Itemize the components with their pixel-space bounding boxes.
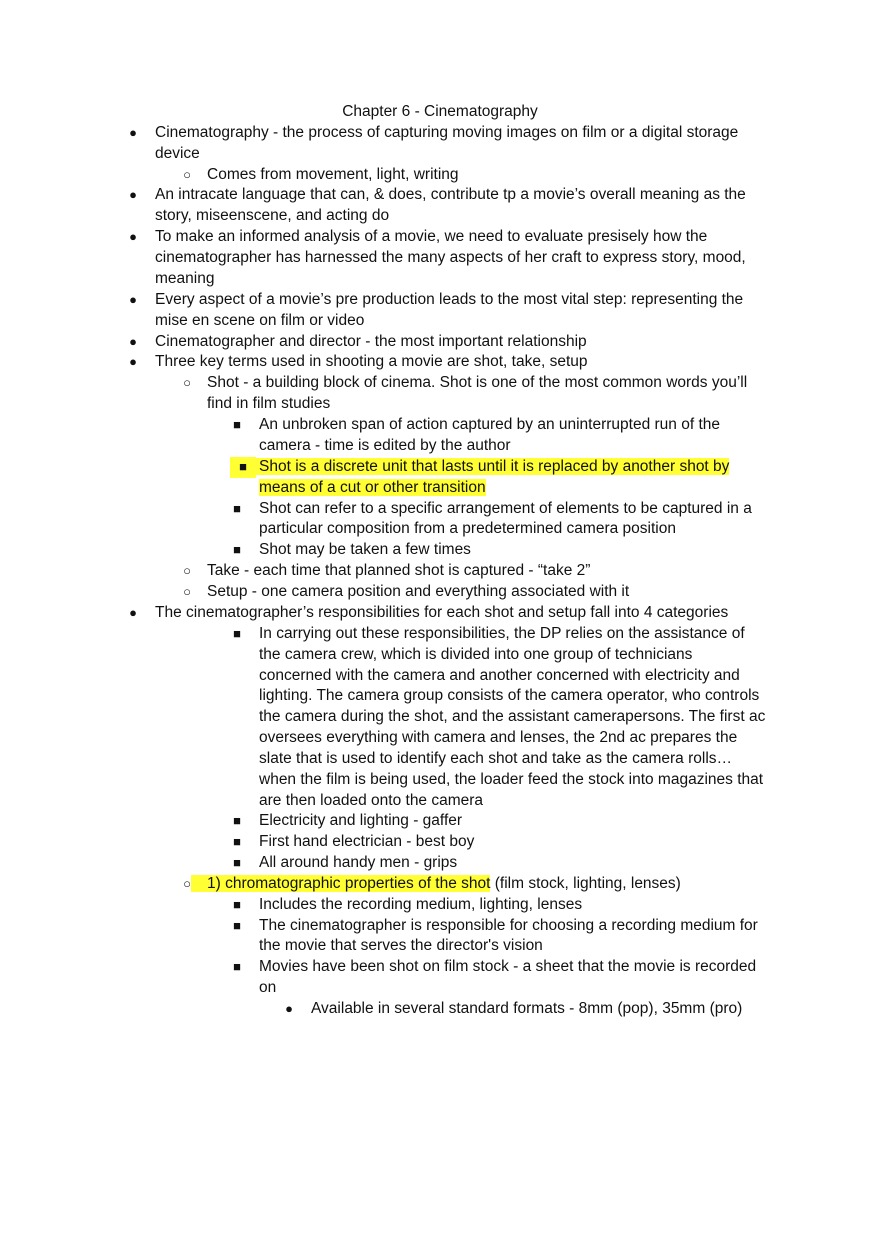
text-line: meaning: [155, 270, 215, 287]
text-line: Shot can refer to a specific arrangement of elements to be captured in a: [259, 500, 752, 517]
highlight-text: Shot is a discrete unit that lasts until it is replaced by another shot by: [256, 458, 729, 475]
bullet-square: ■: [233, 542, 241, 557]
bullet-square: ■: [233, 855, 241, 870]
text-line: All around handy men - grips: [259, 854, 458, 871]
text-line: slate that is used to identify each shot and take as the camera rolls…: [259, 750, 733, 767]
text-line: The cinematographer is responsible for choosing a recording medium for: [259, 917, 758, 934]
text-line: An unbroken span of action captured by an uninterrupted run of the: [259, 416, 721, 433]
text-line: Every aspect of a movie’s pre production leads to the most vital step: representing the: [155, 291, 744, 308]
bullet-filled: ●: [129, 354, 137, 369]
bullet-square: ■: [233, 897, 241, 912]
text-line: To make an informed analysis of a movie, we need to evaluate presisely how the: [155, 228, 708, 245]
text-line: Shot - a building block of cinema. Shot is one of the most common words you’ll: [207, 374, 748, 391]
text-line: the camera during the shot, and the assistant camerapersons. The first ac: [259, 708, 766, 725]
highlighted-line: [191, 874, 681, 895]
bullet-filled: ●: [129, 605, 137, 620]
text-line: oversees everything with camera and lenses, the 2nd ac prepares the: [259, 729, 738, 746]
bullet-hollow: ○: [183, 375, 191, 390]
text-line: story, miseenscene, and acting do: [155, 207, 390, 224]
text-line: Movies have been shot on film stock - a sheet that the movie is recorded: [259, 958, 757, 975]
highlighted-line: [256, 457, 729, 478]
bullet-filled: ●: [129, 229, 137, 244]
bullet-filled: ●: [129, 292, 137, 307]
text-line: find in film studies: [207, 395, 331, 412]
text-line: when the film is being used, the loader feed the stock into magazines that: [259, 771, 764, 788]
page-title: Chapter 6 - Cinematography: [342, 103, 538, 120]
bullet-square: ■: [233, 959, 241, 974]
text-line: particular composition from a predetermined camera position: [259, 520, 676, 537]
text-line: Electricity and lighting - gaffer: [259, 812, 463, 829]
bullet-square: ■: [233, 417, 241, 432]
text-line: lighting. The camera group consists of the camera operator, who controls: [259, 687, 760, 704]
text-line: on: [259, 979, 277, 996]
text-line: Three key terms used in shooting a movie are shot, take, setup: [155, 353, 588, 370]
text-line: the movie that serves the director's vision: [259, 937, 543, 954]
text-line: Cinematographer and director - the most important relationship: [155, 333, 587, 350]
highlighted-line: [259, 478, 486, 499]
bullet-hollow: ○: [183, 584, 191, 599]
bullet-filled: ●: [129, 187, 137, 202]
text-line: Available in several standard formats - 8mm (pop), 35mm (pro): [311, 1000, 743, 1017]
text-line: Setup - one camera position and everything associated with it: [207, 583, 630, 600]
text-line: device: [155, 145, 200, 162]
bullet-square: ■: [233, 834, 241, 849]
highlight-text: 1) chromatographic properties of the shot: [191, 875, 490, 892]
bullet-filled: ●: [129, 125, 137, 140]
bullet-square: ■: [233, 813, 241, 828]
text-line: In carrying out these responsibilities, the DP relies on the assistance of: [259, 625, 745, 642]
text-line: mise en scene on film or video: [155, 312, 365, 329]
text-line: the camera crew, which is divided into one group of technicians: [259, 646, 693, 663]
text-line: are then loaded onto the camera: [259, 792, 484, 809]
bullet-hollow: ○: [183, 563, 191, 578]
text-line: Comes from movement, light, writing: [207, 166, 459, 183]
text-line: Includes the recording medium, lighting, lenses: [259, 896, 583, 913]
text-line: camera - time is edited by the author: [259, 437, 511, 454]
bullet-hollow: ○: [183, 167, 191, 182]
bullet-square: ■: [230, 457, 256, 478]
text-line: Take - each time that planned shot is captured - “take 2”: [207, 562, 591, 579]
text-line: The cinematographer’s responsibilities for each shot and setup fall into 4 categories: [155, 604, 729, 621]
text-line: First hand electrician - best boy: [259, 833, 475, 850]
text-span: (film stock, lighting, lenses): [490, 875, 681, 892]
bullet-filled: ●: [129, 334, 137, 349]
text-line: concerned with the camera and another concerned with electricity and: [259, 667, 740, 684]
text-line: Cinematography - the process of capturing moving images on film or a digital storage: [155, 124, 739, 141]
bullet-filled: ●: [285, 1001, 293, 1016]
bullet-square: ■: [233, 626, 241, 641]
text-line: Shot may be taken a few times: [259, 541, 471, 558]
bullet-square: ■: [233, 918, 241, 933]
bullet-hollow: ○: [183, 876, 191, 891]
bullet-square: ■: [233, 501, 241, 516]
text-line: cinematographer has harnessed the many aspects of her craft to express story, mood,: [155, 249, 746, 266]
highlight-text: means of a cut or other transition: [259, 479, 486, 496]
text-line: An intracate language that can, & does, contribute tp a movie’s overall meaning as the: [155, 186, 746, 203]
